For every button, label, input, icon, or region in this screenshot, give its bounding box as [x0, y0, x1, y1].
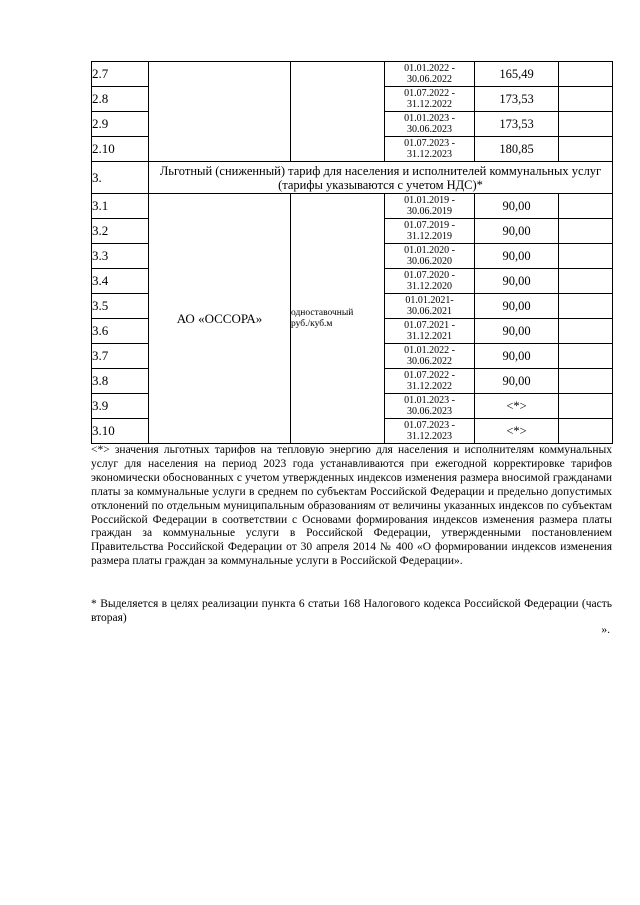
tariff-value: 180,85: [475, 137, 559, 162]
tariff-value: 173,53: [475, 87, 559, 112]
unit-cell-empty: [291, 62, 385, 162]
period-start: 01.01.2020 -: [404, 245, 455, 256]
extra-cell: [559, 62, 613, 87]
period-start: 01.07.2019 -: [404, 220, 455, 231]
tariff-unit: [291, 194, 385, 444]
period-start: 01.01.2022 -: [404, 345, 455, 356]
period-cell: [385, 194, 475, 219]
period-end: 31.12.2019: [407, 231, 452, 242]
period-start: 01.07.2022 -: [404, 370, 455, 381]
period-start: 01.07.2020 -: [404, 270, 455, 281]
tariff-value: <*>: [475, 419, 559, 444]
section-header-row: [92, 162, 613, 194]
tariff-unit-measure: руб./куб.м: [291, 318, 333, 329]
row-number: 2.7: [92, 62, 149, 87]
extra-cell: [559, 394, 613, 419]
period-end: 31.12.2021: [407, 331, 452, 342]
period-end: 30.06.2023: [407, 124, 452, 135]
row-number: 3.2: [92, 219, 149, 244]
period-cell: [385, 319, 475, 344]
tariff-value: 90,00: [475, 219, 559, 244]
period-cell: [385, 112, 475, 137]
tariff-value: 90,00: [475, 369, 559, 394]
period-end: 30.06.2022: [407, 74, 452, 85]
section-header-text: Льготный (сниженный) тариф для населения и исполнителей коммунальных услуг (тарифы указываются с учетом НДС)*: [149, 162, 613, 194]
extra-cell: [559, 344, 613, 369]
period-cell: [385, 344, 475, 369]
period-start: 01.01.2023 -: [404, 395, 455, 406]
period-start: 01.07.2023 -: [404, 138, 455, 149]
period-end: 31.12.2020: [407, 281, 452, 292]
period-end: 30.06.2022: [407, 356, 452, 367]
row-number: 3.4: [92, 269, 149, 294]
tariff-value: <*>: [475, 394, 559, 419]
closing-quote: ».: [601, 624, 610, 636]
footnote-vat-note: * Выделяется в целях реализации пункта 6 статьи 168 Налогового кодекса Российской Федерации (часть вторая): [91, 598, 612, 624]
row-number: 3.8: [92, 369, 149, 394]
tariff-value: 90,00: [475, 294, 559, 319]
row-number: 3.6: [92, 319, 149, 344]
extra-cell: [559, 137, 613, 162]
organization-name: АО «ОССОРА»: [149, 194, 291, 444]
period-end: 30.06.2023: [407, 406, 452, 417]
period-cell: [385, 269, 475, 294]
table-row: [92, 194, 613, 219]
period-cell: [385, 394, 475, 419]
table-row: [92, 62, 613, 87]
extra-cell: [559, 419, 613, 444]
extra-cell: [559, 269, 613, 294]
row-number: 2.9: [92, 112, 149, 137]
tariff-value: 90,00: [475, 344, 559, 369]
tariff-table: [91, 61, 613, 444]
tariff-type: одноставочный: [291, 307, 354, 318]
period-start: 01.01.2022 -: [404, 63, 455, 74]
tariff-value: 90,00: [475, 194, 559, 219]
footnote-tariff-note: <*> значения льготных тарифов на тепловую энергию для населения и исполнителям коммунальных услуг для населения на период 2023 года устанавливаются при ежегодной корректировке тарифов экономически обоснованных с учетом утвержденных индексов изменения размера вносимой гражданами платы за коммунальные услуги в среднем по субъектам Российской Федерации и предельно допустимых отклонений по отдельным муниципальным образованиям от величины указанных индексов по субъектам Российской Федерации в соответствии с Основами формирования индексов изменения размера платы граждан за коммунальные услуги в Российской Федерации, утвержденными постановлением Правительства Российской Федерации от 30 апреля 2014 № 400 «О формировании индексов изменения размера платы граждан за коммунальные услуги в Российской Федерации».: [91, 444, 612, 568]
period-start: 01.07.2021 -: [404, 320, 455, 331]
period-start: 01.01.2019 -: [404, 195, 455, 206]
row-number: 3.3: [92, 244, 149, 269]
row-number: 3.1: [92, 194, 149, 219]
period-start: 01.07.2022 -: [404, 88, 455, 99]
period-cell: [385, 137, 475, 162]
extra-cell: [559, 369, 613, 394]
period-end: 30.06.2021: [407, 306, 452, 317]
period-end: 30.06.2020: [407, 256, 452, 267]
period-start: 01.07.2023 -: [404, 420, 455, 431]
period-cell: [385, 87, 475, 112]
period-cell: [385, 244, 475, 269]
period-cell: [385, 294, 475, 319]
period-end: 31.12.2022: [407, 381, 452, 392]
period-start: 01.01.2021-: [405, 295, 454, 306]
period-end: 31.12.2022: [407, 99, 452, 110]
extra-cell: [559, 319, 613, 344]
row-number: 3.9: [92, 394, 149, 419]
tariff-value: 165,49: [475, 62, 559, 87]
extra-cell: [559, 112, 613, 137]
period-end: 30.06.2019: [407, 206, 452, 217]
tariff-value: 90,00: [475, 319, 559, 344]
row-number: 3.5: [92, 294, 149, 319]
tariff-value: 90,00: [475, 269, 559, 294]
extra-cell: [559, 244, 613, 269]
row-number: 3.10: [92, 419, 149, 444]
period-cell: [385, 62, 475, 87]
extra-cell: [559, 219, 613, 244]
section-number: 3.: [92, 162, 149, 194]
period-end: 31.12.2023: [407, 149, 452, 160]
period-cell: [385, 219, 475, 244]
row-number: 2.8: [92, 87, 149, 112]
period-start: 01.01.2023 -: [404, 113, 455, 124]
tariff-value: 90,00: [475, 244, 559, 269]
organization-cell-empty: [149, 62, 291, 162]
row-number: 3.7: [92, 344, 149, 369]
period-cell: [385, 419, 475, 444]
extra-cell: [559, 194, 613, 219]
extra-cell: [559, 87, 613, 112]
extra-cell: [559, 294, 613, 319]
tariff-value: 173,53: [475, 112, 559, 137]
period-end: 31.12.2023: [407, 431, 452, 442]
row-number: 2.10: [92, 137, 149, 162]
period-cell: [385, 369, 475, 394]
